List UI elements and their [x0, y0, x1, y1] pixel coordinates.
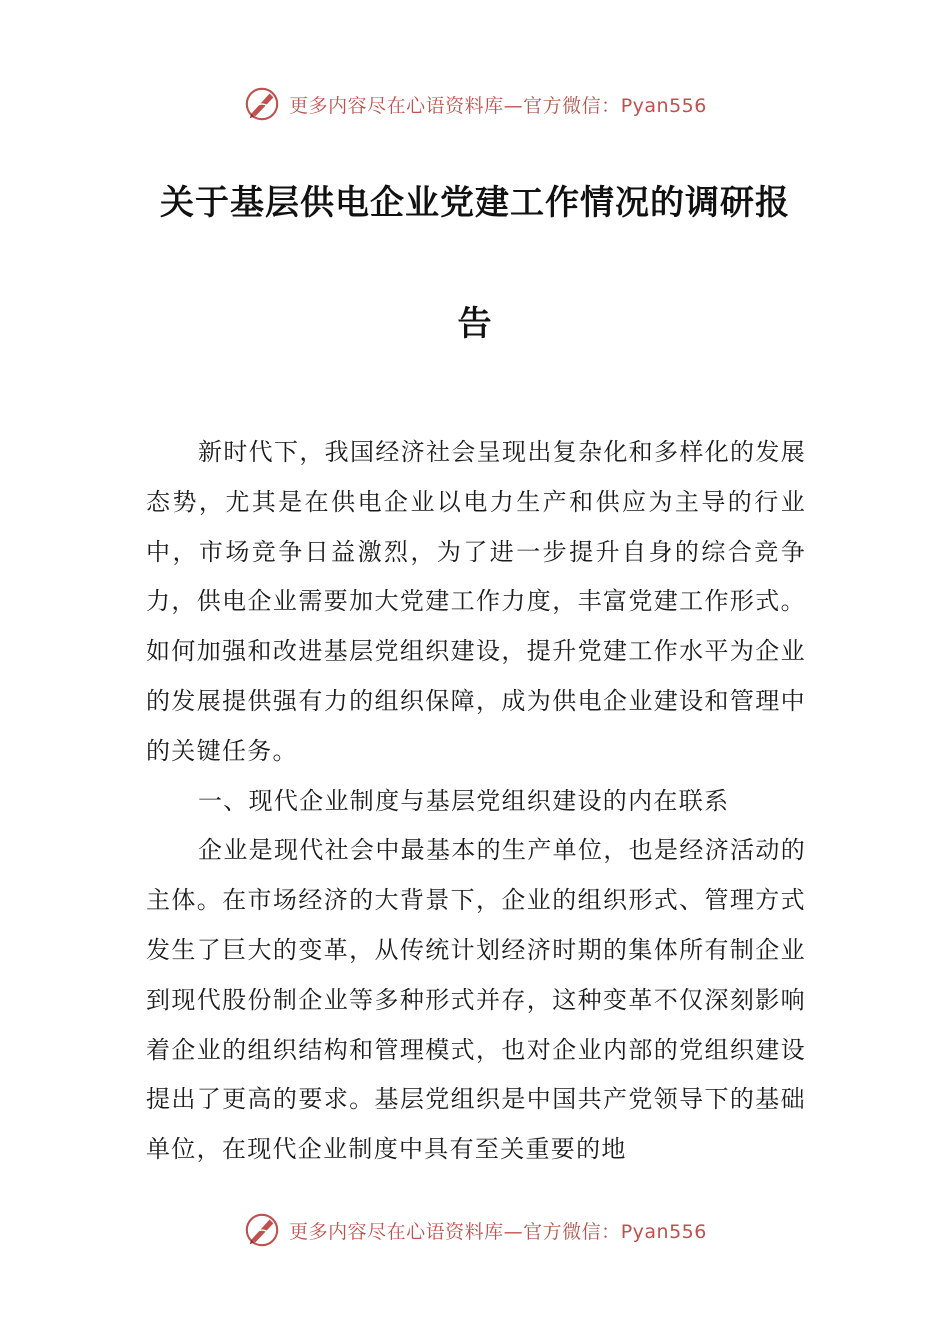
- paragraph-section-1: 企业是现代社会中最基本的生产单位，也是经济活动的主体。在市场经济的大背景下，企业的组织形式、管理方式发生了巨大的变革，从传统计划经济时期的集体所有制企业到现代股份制企业等多种形式并存，这种变革不仅深刻影响着企业的组织结构和管理模式，也对企业内部的党组织建设提出了更高的要求。基层党组织是中国共产党领导下的基础单位，在现代企业制度中具有至关重要的地: [146, 836, 806, 1164]
- document-body: [146, 428, 806, 1175]
- watermark-text: 更多内容尽在心语资料库—官方微信：Pyan556: [289, 94, 707, 117]
- pen-logo-icon: [243, 85, 281, 123]
- pen-logo-icon: [243, 1211, 281, 1249]
- section-heading-1: 一、现代企业制度与基层党组织建设的内在联系: [198, 786, 730, 815]
- document-title: 关于基层供电企业党建工作情况的调研报: [160, 183, 790, 223]
- paragraph-intro: 新时代下，我国经济社会呈现出复杂化和多样化的发展态势，尤其是在供电企业以电力生产和供应为主导的行业中，市场竞争日益激烈，为了进一步提升自身的综合竞争力，供电企业需要加大党建工作力度，丰富党建工作形式。如何加强和改进基层党组织建设，提升党建工作水平为企业的发展提供强有力的组织保障，成为供电企业建设和管理中的关键任务。: [146, 438, 806, 765]
- header-watermark: [0, 82, 950, 126]
- document-title-continuation: 告: [457, 304, 493, 344]
- watermark-text: 更多内容尽在心语资料库—官方微信：Pyan556: [289, 1220, 707, 1243]
- footer-watermark: [0, 1208, 950, 1252]
